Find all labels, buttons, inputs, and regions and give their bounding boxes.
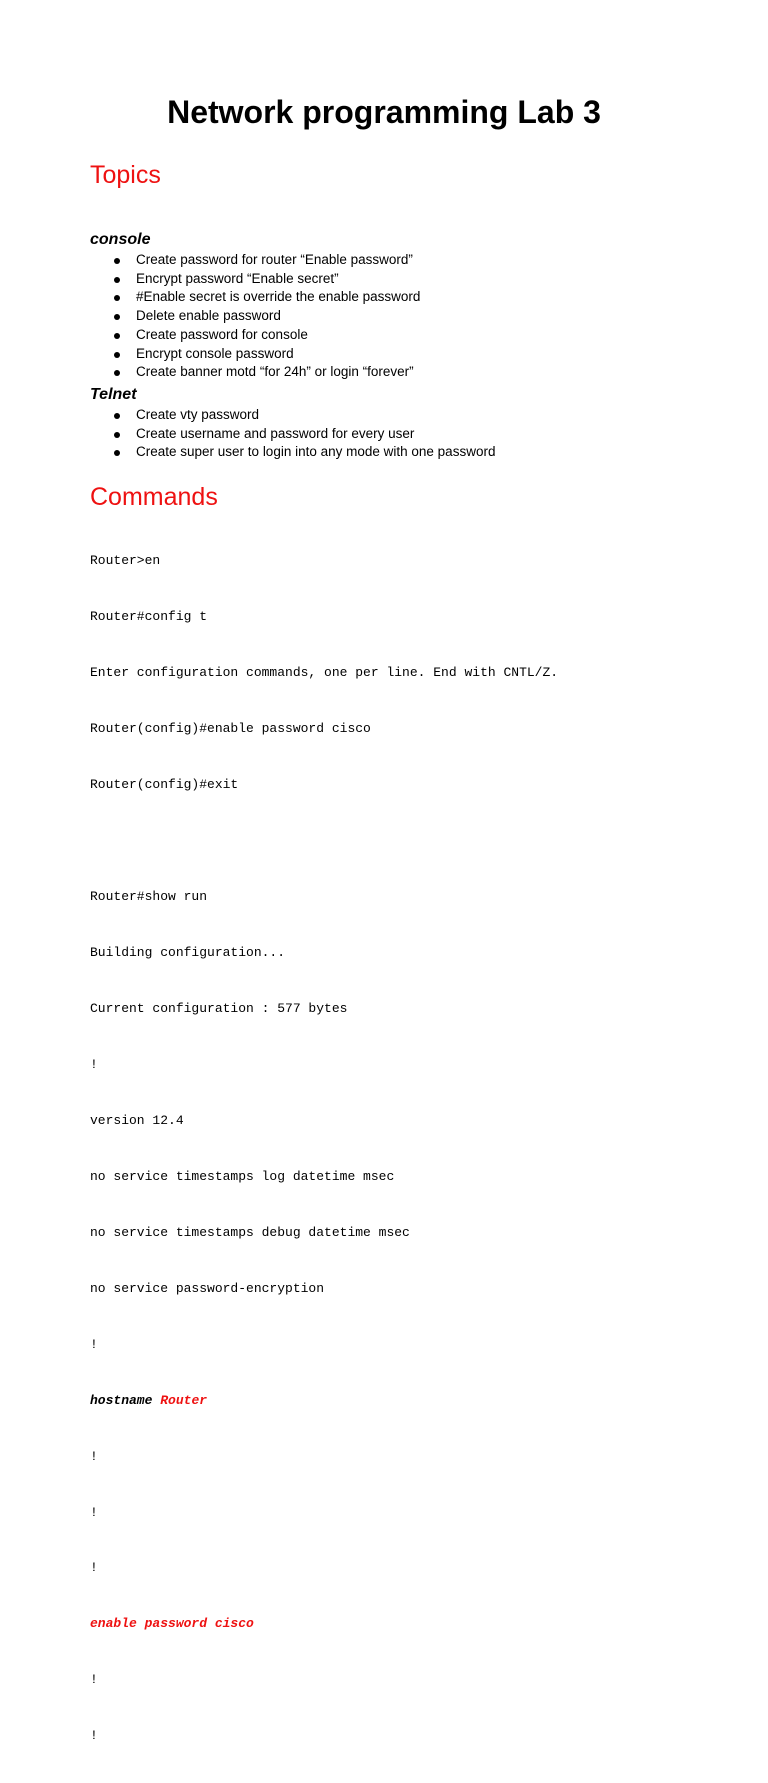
code-line: Router#config t xyxy=(90,609,208,625)
list-item: Encrypt password “Enable secret” xyxy=(90,270,420,289)
hostname-value: Router xyxy=(160,1392,208,1408)
telnet-subheading: Telnet xyxy=(90,386,137,403)
code-line: ! xyxy=(90,1728,98,1744)
bullet-icon xyxy=(114,450,120,456)
list-item: Create password for router “Enable password” xyxy=(90,251,420,270)
code-line: ! xyxy=(90,1056,98,1072)
code-line: no service timestamps log datetime msec xyxy=(90,1168,395,1184)
list-item: #Enable secret is override the enable password xyxy=(90,288,420,307)
code-line: Current configuration : 577 bytes xyxy=(90,1000,348,1016)
bullet-icon xyxy=(114,295,120,301)
code-line: ! xyxy=(90,1448,98,1464)
code-line xyxy=(90,832,558,851)
code-line: version 12.4 xyxy=(90,1112,184,1128)
telnet-topic-list xyxy=(90,406,495,462)
code-line: ! xyxy=(90,1672,98,1688)
code-line: no service password-encryption xyxy=(90,1280,325,1296)
list-item: Create password for console xyxy=(90,326,420,345)
document-title: Network programming Lab 3 xyxy=(167,94,601,130)
bullet-icon xyxy=(114,352,120,358)
code-line: no service timestamps debug datetime msec xyxy=(90,1224,410,1240)
list-item: Create banner motd “for 24h” or login “forever” xyxy=(90,363,420,382)
console-subheading: console xyxy=(90,231,151,248)
code-line: Router(config)#exit xyxy=(90,777,239,793)
code-line: ! xyxy=(90,1560,98,1576)
enable-password-line: enable password cisco xyxy=(90,1616,254,1632)
code-line: Building configuration... xyxy=(90,944,286,960)
hostname-keyword: hostname xyxy=(90,1392,153,1408)
console-topic-list xyxy=(90,251,420,382)
list-item: Create vty password xyxy=(90,406,495,425)
command-listing xyxy=(90,515,558,1783)
code-line: ! xyxy=(90,1504,98,1520)
bullet-icon xyxy=(114,314,120,320)
code-line: Router#show run xyxy=(90,889,208,905)
list-item: Create super user to login into any mode with one password xyxy=(90,443,495,462)
list-item: Delete enable password xyxy=(90,307,420,326)
code-line: Router(config)#enable password cisco xyxy=(90,721,371,737)
bullet-icon xyxy=(114,277,120,283)
bullet-icon xyxy=(114,413,120,419)
code-line: Enter configuration commands, one per line. End with CNTL/Z. xyxy=(90,665,559,681)
bullet-icon xyxy=(114,432,120,438)
code-line: Router>en xyxy=(90,553,161,569)
commands-heading: Commands xyxy=(90,483,218,511)
bullet-icon xyxy=(114,258,120,264)
hostname-line xyxy=(90,1392,558,1411)
list-item: Create username and password for every user xyxy=(90,425,495,444)
bullet-icon xyxy=(114,370,120,376)
list-item: Encrypt console password xyxy=(90,345,420,364)
topics-heading: Topics xyxy=(90,161,161,189)
code-line: ! xyxy=(90,1336,98,1352)
bullet-icon xyxy=(114,333,120,339)
